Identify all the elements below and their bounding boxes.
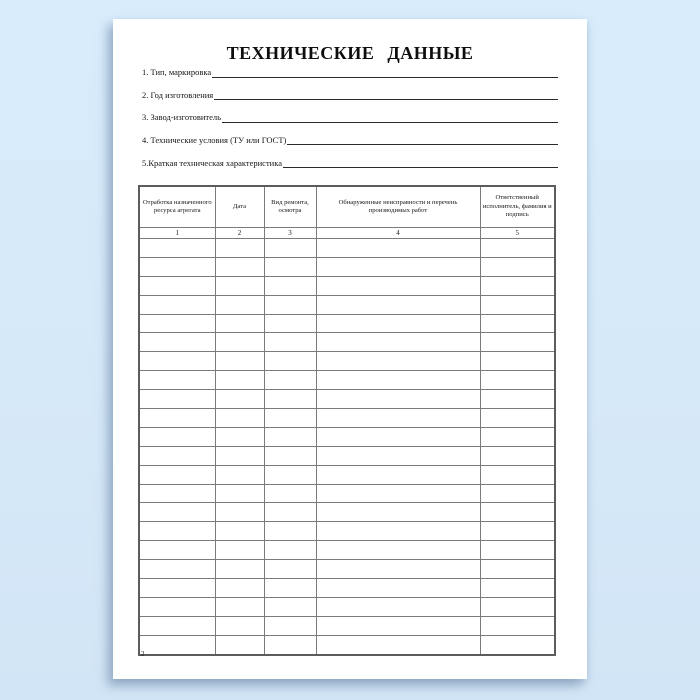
table-row (139, 465, 555, 484)
table-cell (264, 352, 316, 371)
table-header-row (139, 186, 555, 228)
table-cell (264, 503, 316, 522)
header-responsible: Ответственный исполнитель, фамилия и подпись (480, 186, 555, 228)
table-row (139, 616, 555, 635)
table-row (139, 333, 555, 352)
table-cell (139, 352, 215, 371)
form-field-type (142, 55, 558, 78)
table-cell (316, 371, 480, 390)
table-cell (480, 239, 555, 258)
column-number: 5 (480, 228, 555, 239)
table-cell (139, 371, 215, 390)
table-cell (264, 427, 316, 446)
table-cell (215, 484, 264, 503)
table-cell (264, 295, 316, 314)
table-cell (139, 522, 215, 541)
table-cell (264, 616, 316, 635)
table-cell (316, 579, 480, 598)
table-cell (316, 352, 480, 371)
header-faults: Обнаруженные неисправности и перечень производимых работ (316, 186, 480, 228)
fill-in-line (283, 166, 558, 168)
table-cell (480, 295, 555, 314)
table-row (139, 295, 555, 314)
table-cell (139, 427, 215, 446)
table-cell (316, 390, 480, 409)
table-cell (480, 446, 555, 465)
table-cell (139, 390, 215, 409)
table-cell (480, 484, 555, 503)
table-cell (139, 333, 215, 352)
table-cell (215, 352, 264, 371)
fill-in-line (212, 76, 558, 78)
table-cell (139, 257, 215, 276)
table-cell (316, 257, 480, 276)
field-label-year: 2. Год изготовления (142, 89, 214, 100)
table-cell (264, 522, 316, 541)
table-row (139, 390, 555, 409)
table-row (139, 239, 555, 258)
table-cell (264, 390, 316, 409)
table-cell (480, 579, 555, 598)
table-cell (139, 616, 215, 635)
table-cell (264, 635, 316, 654)
table-cell (480, 409, 555, 428)
column-number: 1 (139, 228, 215, 239)
header-resource: Отработка назначенного ресурса агрегата (139, 186, 215, 228)
table-row (139, 635, 555, 654)
table-cell (139, 465, 215, 484)
field-label-specs: 4. Технические условия (ТУ или ГОСТ) (142, 135, 287, 146)
column-number-row (139, 228, 555, 239)
table-cell (316, 276, 480, 295)
table-cell (139, 276, 215, 295)
table-row (139, 352, 555, 371)
table-cell (264, 371, 316, 390)
table-row (139, 541, 555, 560)
table-cell (215, 616, 264, 635)
form-field-characteristics (142, 145, 558, 168)
table-cell (316, 635, 480, 654)
table-cell (264, 333, 316, 352)
table-row (139, 560, 555, 579)
table-cell (264, 446, 316, 465)
table-row (139, 427, 555, 446)
table-cell (480, 597, 555, 616)
table-cell (264, 465, 316, 484)
table-cell (480, 635, 555, 654)
fill-in-line (287, 143, 558, 145)
table-cell (215, 371, 264, 390)
table-cell (316, 465, 480, 484)
table-cell (215, 597, 264, 616)
table-cell (316, 295, 480, 314)
table-cell (316, 541, 480, 560)
header-repair-type: Вид ремонта, осмотра (264, 186, 316, 228)
table-cell (316, 409, 480, 428)
document-page (113, 19, 587, 679)
table-cell (139, 597, 215, 616)
table-cell (264, 597, 316, 616)
table-cell (264, 276, 316, 295)
form-field-manufacturer (142, 100, 558, 123)
table-cell (139, 446, 215, 465)
table-cell (139, 239, 215, 258)
table-row (139, 503, 555, 522)
table-cell (316, 503, 480, 522)
table-cell (264, 484, 316, 503)
table-cell (480, 276, 555, 295)
table-cell (139, 560, 215, 579)
form-fields (142, 55, 558, 168)
table-cell (316, 239, 480, 258)
table-cell (480, 503, 555, 522)
table-cell (215, 333, 264, 352)
table-cell (480, 465, 555, 484)
table-cell (264, 257, 316, 276)
document-title: ТЕХНИЧЕСКИЕ ДАННЫЕ (226, 43, 474, 63)
table-row (139, 257, 555, 276)
table-cell (316, 560, 480, 579)
table-cell (480, 427, 555, 446)
table-cell (480, 390, 555, 409)
form-field-year (142, 78, 558, 101)
table-cell (264, 409, 316, 428)
table-cell (215, 579, 264, 598)
table-row (139, 597, 555, 616)
table-cell (316, 522, 480, 541)
table-cell (215, 390, 264, 409)
table-row (139, 314, 555, 333)
table-cell (139, 314, 215, 333)
table-cell (215, 541, 264, 560)
table-row (139, 446, 555, 465)
table-cell (316, 484, 480, 503)
fill-in-line (214, 98, 558, 100)
table-cell (480, 314, 555, 333)
table-cell (215, 295, 264, 314)
fill-in-line (222, 121, 558, 123)
table-cell (215, 239, 264, 258)
field-label-manufacturer: 3. Завод-изготовитель (142, 112, 221, 123)
table-cell (264, 314, 316, 333)
column-number: 3 (264, 228, 316, 239)
table-cell (139, 579, 215, 598)
table-cell (139, 295, 215, 314)
table-cell (316, 333, 480, 352)
table-cell (215, 314, 264, 333)
table-row (139, 276, 555, 295)
table-cell (215, 257, 264, 276)
table-cell (215, 560, 264, 579)
field-label-characteristics: 5.Краткая техническая характеристика (142, 157, 282, 168)
table-cell (480, 352, 555, 371)
table-cell (316, 314, 480, 333)
table-cell (480, 257, 555, 276)
table-cell (139, 635, 215, 654)
table-row (139, 484, 555, 503)
table-cell (215, 522, 264, 541)
table-cell (316, 427, 480, 446)
table-cell (480, 522, 555, 541)
table-cell (139, 541, 215, 560)
column-number: 4 (316, 228, 480, 239)
table-row (139, 522, 555, 541)
table-cell (215, 427, 264, 446)
table-cell (215, 446, 264, 465)
table-cell (264, 541, 316, 560)
table-cell (139, 484, 215, 503)
table-cell (316, 616, 480, 635)
field-label-type: 1. Тип, маркировка (142, 67, 212, 78)
table-cell (215, 409, 264, 428)
table-cell (139, 503, 215, 522)
table-cell (264, 560, 316, 579)
table-cell (139, 409, 215, 428)
table-cell (215, 465, 264, 484)
table-cell (480, 541, 555, 560)
maintenance-table (138, 185, 556, 656)
table-row (139, 371, 555, 390)
table-cell (264, 579, 316, 598)
column-number: 2 (215, 228, 264, 239)
form-field-specs (142, 123, 558, 146)
table-cell (215, 503, 264, 522)
header-date: Дата (215, 186, 264, 228)
table-row (139, 409, 555, 428)
table-cell (480, 333, 555, 352)
table-cell (264, 239, 316, 258)
table-cell (215, 276, 264, 295)
page-number: 2 (141, 650, 145, 658)
table-cell (480, 560, 555, 579)
table-cell (316, 446, 480, 465)
table-cell (480, 371, 555, 390)
table-row (139, 579, 555, 598)
table-cell (215, 635, 264, 654)
table-cell (316, 597, 480, 616)
table-cell (480, 616, 555, 635)
